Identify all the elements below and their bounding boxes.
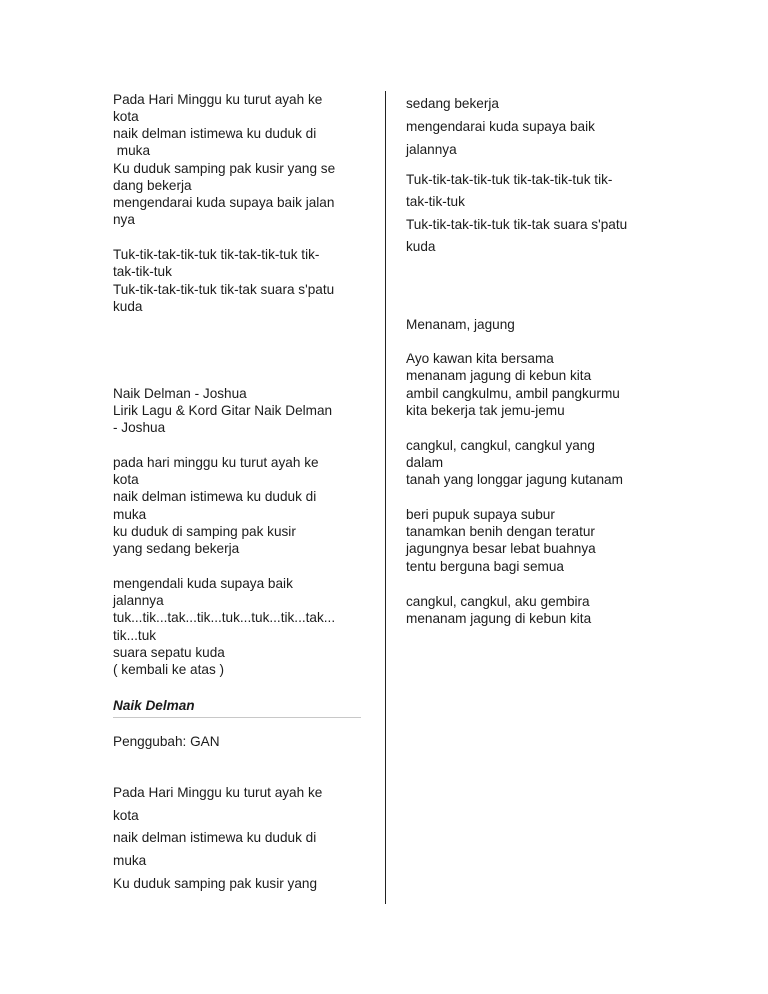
- lyric-line: tanamkan benih dengan teratur: [406, 524, 595, 539]
- lyric-line: Ayo kawan kita bersama: [406, 351, 554, 366]
- chorus-line: Tuk-tik-tak-tik-tuk tik-tak-tik-tuk tik-: [113, 247, 320, 262]
- back-to-top-link[interactable]: ( kembali ke atas ): [113, 662, 225, 677]
- song-subtitle: - Joshua: [113, 420, 166, 435]
- lyric-line: kota: [113, 109, 139, 124]
- lyric-line: kita bekerja tak jemu-jemu: [406, 403, 565, 418]
- lyric-line: tuk...tik...tak...tik...tuk...tuk...tik...tak...: [113, 610, 336, 625]
- song-subtitle: Lirik Lagu & Kord Gitar Naik Delman: [113, 403, 333, 418]
- lyric-line: jalannya: [113, 593, 164, 608]
- lyric-line: pada hari minggu ku turut ayah ke: [113, 455, 319, 470]
- lyric-line: jagungnya besar lebat buahnya: [406, 541, 596, 556]
- lyric-line: menanam jagung di kebun kita: [406, 368, 592, 383]
- section-heading: Naik Delman: [113, 698, 195, 713]
- author-credit: Penggubah: GAN: [113, 734, 220, 749]
- chorus-line: kuda: [113, 299, 143, 314]
- lyric-line: Ku duduk samping pak kusir yang se: [113, 161, 336, 176]
- divider-rule: [113, 717, 361, 718]
- lyric-line: naik delman istimewa ku duduk di: [113, 830, 317, 845]
- lyric-line: muka: [113, 853, 147, 868]
- chorus-line: Tuk-tik-tak-tik-tuk tik-tak suara s'patu: [113, 282, 335, 297]
- lyric-line: menanam jagung di kebun kita: [406, 611, 592, 626]
- lyric-line: nya: [113, 212, 135, 227]
- chorus-line: tak-tik-tuk: [113, 264, 172, 279]
- chorus-line: Tuk-tik-tak-tik-tuk tik-tak-tik-tuk tik-: [406, 172, 613, 187]
- lyric-line: ambil cangkulmu, ambil pangkurmu: [406, 386, 620, 401]
- lyric-line: mengendarai kuda supaya baik jalan: [113, 195, 335, 210]
- column-divider: [385, 91, 386, 904]
- lyric-line: tanah yang longgar jagung kutanam: [406, 472, 623, 487]
- lyric-line: tentu berguna bagi semua: [406, 559, 564, 574]
- lyric-line: kota: [113, 808, 139, 823]
- lyric-line: kota: [113, 472, 139, 487]
- lyric-line: muka: [113, 507, 147, 522]
- lyric-line: ku duduk di samping pak kusir: [113, 524, 296, 539]
- lyric-line: mengendarai kuda supaya baik: [406, 119, 595, 134]
- song-title: Menanam, jagung: [406, 317, 515, 332]
- lyric-line: cangkul, cangkul, cangkul yang: [406, 438, 595, 453]
- lyric-line: mengendali kuda supaya baik: [113, 576, 293, 591]
- lyric-line: beri pupuk supaya subur: [406, 507, 555, 522]
- lyric-line: dalam: [406, 455, 444, 470]
- lyric-line: suara sepatu kuda: [113, 645, 225, 660]
- lyric-line: Pada Hari Minggu ku turut ayah ke: [113, 92, 323, 107]
- lyric-line: Ku duduk samping pak kusir yang: [113, 876, 318, 891]
- chorus-line: Tuk-tik-tak-tik-tuk tik-tak suara s'patu: [406, 217, 628, 232]
- lyric-line: naik delman istimewa ku duduk di: [113, 489, 317, 504]
- lyric-line: tik...tuk: [113, 628, 157, 643]
- chorus-line: kuda: [406, 239, 436, 254]
- lyric-line: Pada Hari Minggu ku turut ayah ke: [113, 785, 323, 800]
- lyric-line: yang sedang bekerja: [113, 541, 240, 556]
- lyric-line: dang bekerja: [113, 178, 192, 193]
- lyric-line: muka: [113, 143, 151, 158]
- chorus-line: tak-tik-tuk: [406, 194, 465, 209]
- lyric-line: sedang bekerja: [406, 96, 499, 111]
- lyric-line: cangkul, cangkul, aku gembira: [406, 594, 590, 609]
- song-title: Naik Delman - Joshua: [113, 386, 247, 401]
- lyric-line: naik delman istimewa ku duduk di: [113, 126, 317, 141]
- lyric-line: jalannya: [406, 142, 457, 157]
